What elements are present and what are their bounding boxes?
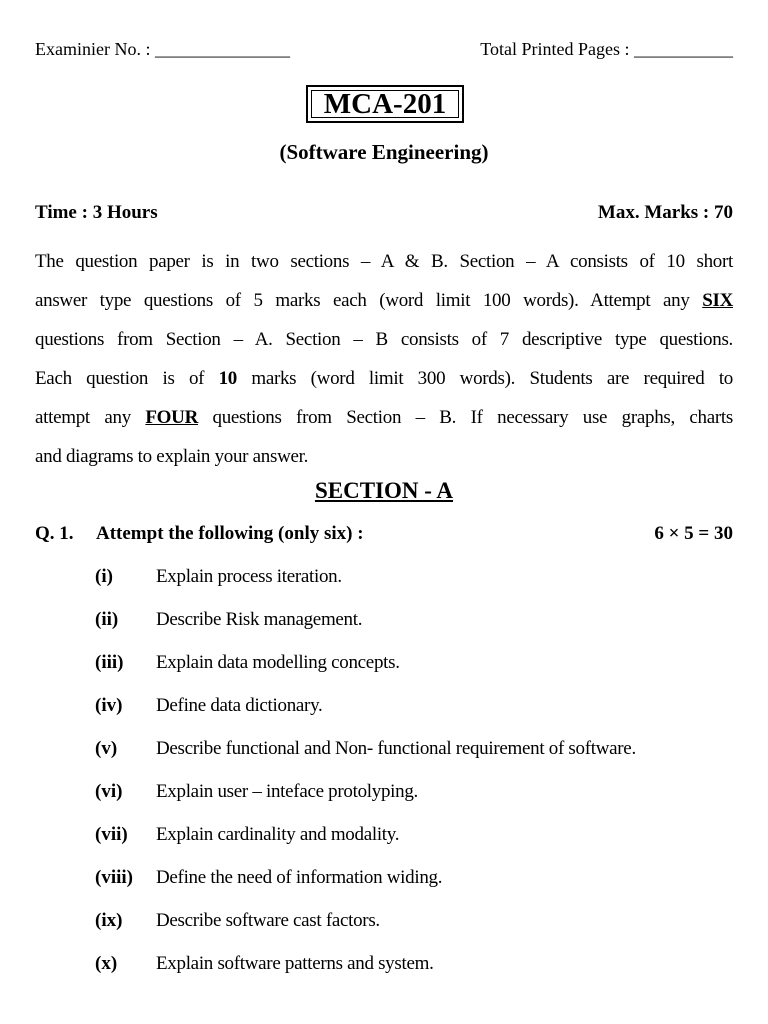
list-item	[95, 695, 735, 738]
max-marks: Max. Marks : 70	[597, 202, 733, 223]
instructions-paragraph	[35, 242, 733, 476]
list-item	[95, 738, 735, 781]
total-printed-pages	[480, 38, 733, 60]
item-numeral: (vii)	[95, 824, 128, 845]
list-item	[95, 781, 735, 824]
item-numeral: (viii)	[95, 867, 133, 888]
list-item	[95, 953, 735, 996]
emphasis-six: SIX	[702, 290, 733, 311]
instruction-line: questions from Section – A. Section – B consists of 7 descriptive type questions.	[35, 329, 733, 350]
item-numeral: (iv)	[95, 695, 123, 716]
item-numeral: (vi)	[95, 781, 123, 802]
section-a-title: SECTION - A	[314, 478, 454, 503]
item-text: Describe functional and Non- functional requirement of software.	[156, 738, 636, 759]
list-item	[95, 867, 735, 910]
instruction-text: answer type questions of 5 marks each (word limit 100 words). Attempt any	[35, 290, 703, 311]
list-item	[95, 609, 735, 652]
instruction-line	[35, 281, 733, 320]
item-text: Explain process iteration.	[156, 566, 342, 587]
instruction-line	[35, 398, 733, 437]
item-numeral: (i)	[95, 566, 113, 587]
item-text: Explain software patterns and system.	[156, 953, 434, 974]
instruction-text: attempt any	[35, 407, 146, 428]
item-numeral: (iii)	[95, 652, 124, 673]
emphasis-four: FOUR	[145, 407, 199, 428]
time-allowed: Time : 3 Hours	[35, 202, 158, 223]
list-item	[95, 566, 735, 609]
emphasis-ten: 10	[218, 368, 237, 389]
examiner-blank: _______________	[154, 39, 290, 59]
pages-label: Total Printed Pages :	[480, 39, 630, 59]
list-item	[95, 824, 735, 867]
item-numeral: (x)	[95, 953, 118, 974]
list-item	[95, 910, 735, 953]
examiner-number	[35, 38, 290, 60]
pages-blank: ___________	[634, 39, 733, 59]
item-text: Describe Risk management.	[156, 609, 363, 630]
item-numeral: (v)	[95, 738, 118, 759]
instruction-text: questions from Section – B. If necessary use graphs, charts	[198, 407, 733, 428]
paper-code-box	[306, 85, 464, 123]
item-text: Explain cardinality and modality.	[156, 824, 400, 845]
list-item	[95, 652, 735, 695]
question-text: Attempt the following (only six) :	[96, 523, 364, 544]
instruction-text: Each question is of	[35, 368, 219, 389]
item-text: Define the need of information widing.	[156, 867, 443, 888]
question-items-list	[95, 566, 735, 996]
instruction-line: and diagrams to explain your answer.	[35, 446, 309, 467]
examiner-label: Examinier No. :	[35, 39, 151, 59]
question-marks: 6 × 5 = 30	[654, 523, 733, 544]
item-text: Explain user – inteface protolyping.	[156, 781, 418, 802]
paper-subject: (Software Engineering)	[279, 140, 489, 164]
item-numeral: (ii)	[95, 609, 119, 630]
paper-code: MCA-201	[323, 88, 447, 120]
item-text: Explain data modelling concepts.	[156, 652, 400, 673]
instruction-text: marks (word limit 300 words). Students are required to	[236, 368, 733, 389]
item-numeral: (ix)	[95, 910, 123, 931]
item-text: Describe software cast factors.	[156, 910, 380, 931]
item-text: Define data dictionary.	[156, 695, 323, 716]
instruction-line	[35, 359, 733, 398]
question-number: Q. 1.	[35, 523, 74, 544]
instruction-line: The question paper is in two sections – A & B. Section – A consists of 10 short	[35, 251, 733, 272]
